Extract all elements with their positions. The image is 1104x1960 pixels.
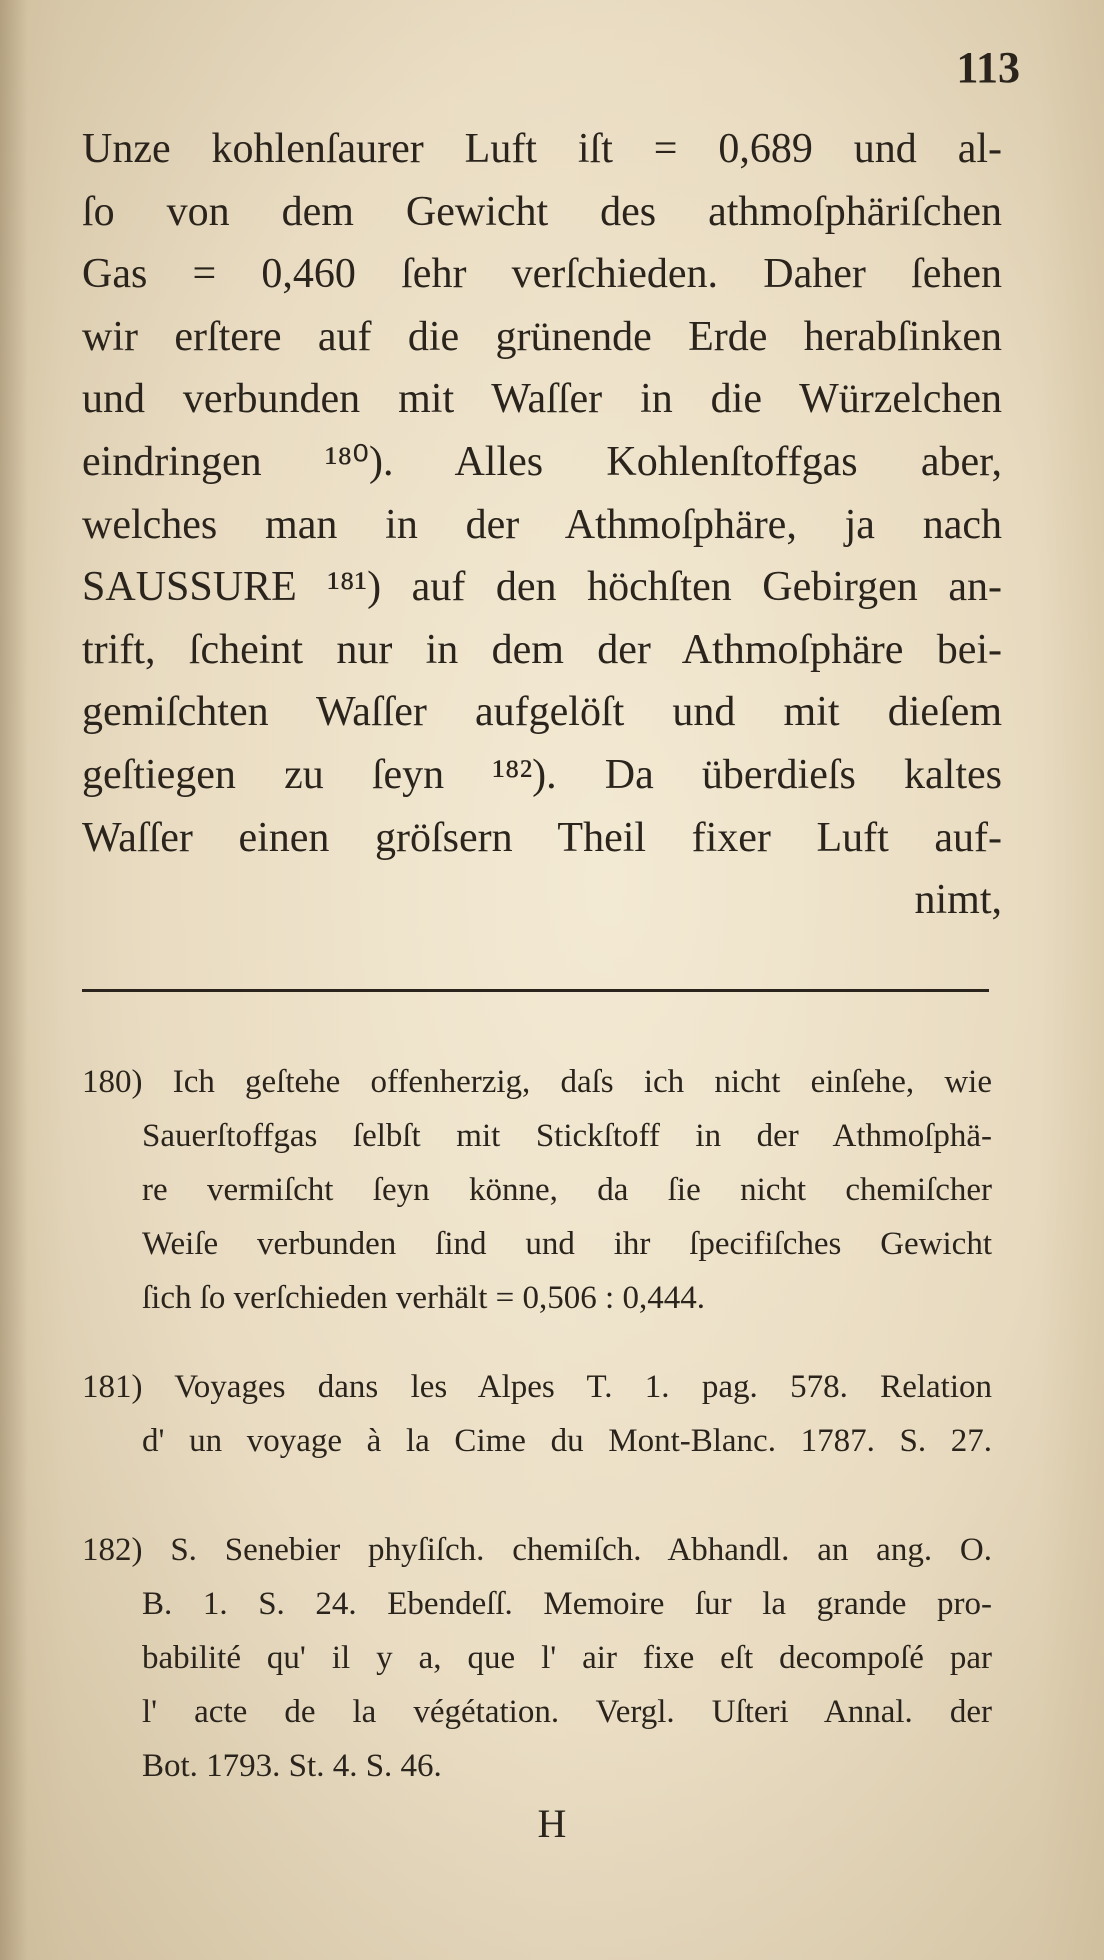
footnote-180 bbox=[82, 1055, 992, 1325]
text-line: nimt, bbox=[914, 877, 1002, 924]
footnote-line: Bot. 1793. St. 4. S. 46. bbox=[142, 1748, 442, 1784]
footnote-line: 181) Voyages dans les Alpes T. 1. pag. 578. Relation bbox=[82, 1369, 992, 1405]
text-line: gemiſchten Waſſer aufgelöſt und mit dieſem bbox=[82, 689, 1002, 736]
footnote-line: 182) S. Senebier phyſiſch. chemiſch. Abhandl. an ang. O. bbox=[82, 1532, 992, 1568]
page-number: 113 bbox=[956, 43, 1020, 92]
footnote-181 bbox=[82, 1360, 992, 1468]
main-text-block bbox=[82, 118, 1002, 932]
footnote-line: babilité qu' il y a, que l' air fixe eſt decompoſé par bbox=[142, 1640, 992, 1676]
text-line: trift, ſcheint nur in dem der Athmoſphäre bei- bbox=[82, 626, 1002, 673]
footnote-line: re vermiſcht ſeyn könne, da ſie nicht chemiſcher bbox=[142, 1172, 992, 1208]
text-line: geſtiegen zu ſeyn ¹⁸²). Da überdieſs kaltes bbox=[82, 751, 1002, 798]
footnote-line: 180) Ich geſtehe offenherzig, daſs ich nicht einſehe, wie bbox=[82, 1064, 992, 1100]
footnote-line: Sauerſtoffgas ſelbſt mit Stickſtoff in der Athmoſphä- bbox=[142, 1118, 992, 1154]
text-line: welches man in der Athmoſphäre, ja nach bbox=[82, 501, 1002, 548]
footnote-line: d' un voyage à la Cime du Mont-Blanc. 1787. S. 27. bbox=[142, 1423, 992, 1459]
footnote-182 bbox=[82, 1523, 992, 1793]
text-line: ſo von dem Gewicht des athmoſphäriſchen bbox=[82, 188, 1002, 235]
text-line: wir erſtere auf die grünende Erde herabſinken bbox=[82, 313, 1002, 360]
text-line: Waſſer einen gröſsern Theil fixer Luft auf- bbox=[82, 814, 1002, 861]
text-line: und verbunden mit Waſſer in die Würzelchen bbox=[82, 376, 1002, 423]
text-line: eindringen ¹⁸⁰). Alles Kohlenſtoffgas aber, bbox=[82, 438, 1002, 485]
footnote-line: Weiſe verbunden ſind und ihr ſpecifiſches Gewicht bbox=[142, 1226, 992, 1262]
signature-mark: H bbox=[537, 1801, 567, 1846]
footnote-line: ſich ſo verſchieden verhält = 0,506 : 0,444. bbox=[142, 1280, 705, 1316]
text-line: SAUSSURE ¹⁸¹) auf den höchſten Gebirgen an- bbox=[82, 564, 1002, 611]
footnote-line: B. 1. S. 24. Ebendeſſ. Memoire ſur la grande pro- bbox=[142, 1586, 992, 1622]
text-line: Unze kohlenſaurer Luft iſt = 0,689 und al- bbox=[82, 126, 1002, 172]
footnote-line: l' acte de la végétation. Vergl. Uſteri Annal. der bbox=[142, 1694, 992, 1730]
footnote-divider bbox=[82, 989, 989, 992]
text-line: Gas = 0,460 ſehr verſchieden. Daher ſehen bbox=[82, 251, 1002, 298]
